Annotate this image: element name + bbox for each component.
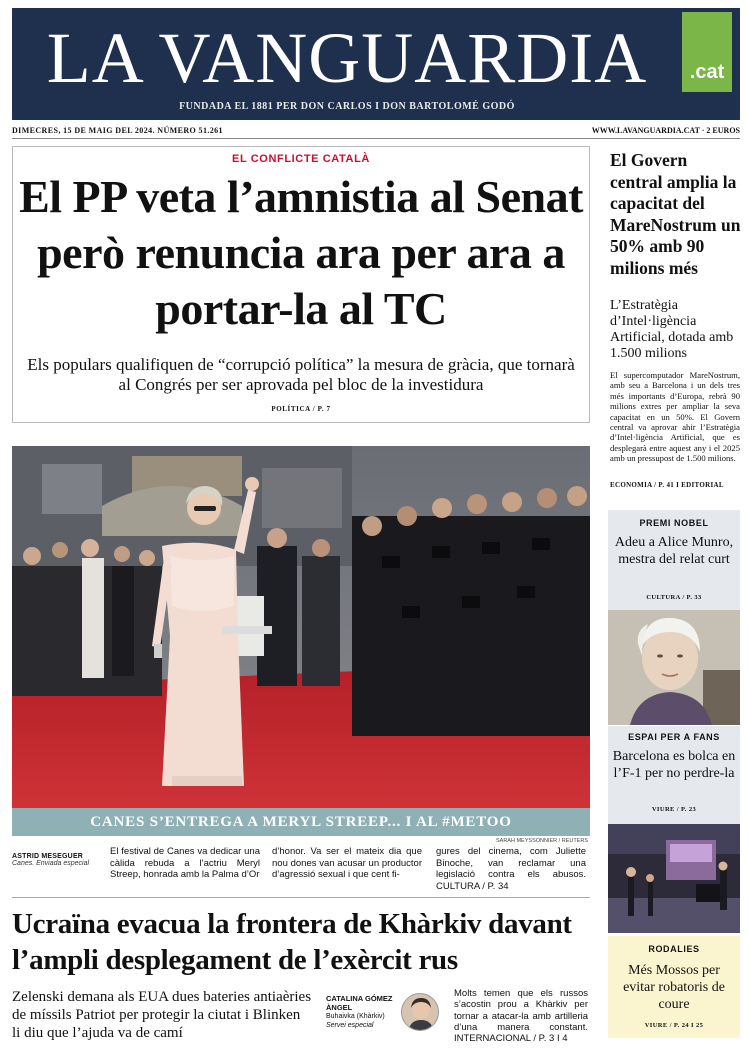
- promo-kicker: ESPAI PER A FANS: [628, 732, 720, 742]
- promo-page-ref: VIURE / P. 23: [651, 806, 697, 813]
- lead-story: [12, 146, 590, 423]
- promo-f1[interactable]: [608, 726, 740, 933]
- side-body: El supercomputador MareNostrum, amb seu a Barcelona i un dels tres més importants d’Europa, rebrà 90 milions extres per ampliar la seva capacitat en un 50%. El Govern central va aprovar ahir l’Estratègia d’Intel·ligència Artificial, que es desplegarà entre aquest any i el 2025 amb un pressupost de 1.500 milions.: [610, 370, 740, 464]
- masthead-subtitle: FUNDADA EL 1881 PER DON CARLOS I DON BARTOLOMÉ GODÓ: [179, 101, 515, 112]
- dateline: DIMECRES, 15 DE MAIG DEL 2024. NÚMERO 51.261: [12, 126, 223, 135]
- lead-page-ref: POLÍTICA / P. 7: [271, 405, 331, 413]
- byline-name: ASTRID MESEGUER: [12, 853, 84, 860]
- promo-headline: Adeu a Alice Munro, mestra del relat curt: [614, 535, 734, 567]
- portrait-photo: [608, 610, 740, 725]
- ukraine-headline[interactable]: Ucraïna evacua la frontera de Khàrkiv davant l’ampli desplegament de l’exèrcit rus: [12, 908, 572, 976]
- byline-role: Canes. Enviada especial: [12, 860, 90, 867]
- ukraine-deck: Zelenski demana als EUA dues bateries antiaèries de míssils Patriot per protegir la ciutat i Blinken li diu que l’ajuda va de camí: [12, 989, 312, 1041]
- f1-fan-zone-photo: [608, 824, 740, 933]
- side-headline[interactable]: El Govern central amplia la capacitat del MareNostrum un 50% amb 90 milions més: [610, 150, 741, 278]
- cat-badge: [682, 12, 732, 92]
- cannes-text-col-1: El festival de Canes va dedicar una càlida rebuda a l’actriu Meryl Streep, honrada amb la Palma d’Or: [110, 846, 260, 880]
- promo-page-ref: CULTURA / P. 33: [646, 594, 702, 601]
- promo-page-ref: VIURE / P. 24 I 25: [644, 1022, 704, 1029]
- byline-cannes: [12, 853, 104, 867]
- byline-location: Buhaivka (Khàrkiv): [326, 1013, 385, 1020]
- masthead-title: LA VANGUARDIA: [46, 18, 648, 98]
- cannes-text-col-3: gures del cinema, com Juliette Binoche, van reclamar una legislació contra els abusos. CULTURA / P. 34: [436, 846, 586, 892]
- side-page-ref: ECONOMIA / P. 41 I EDITORIAL: [610, 481, 724, 489]
- cannes-text-col-2: d’honor. Va ser el mateix dia que nou dones van acusar un productor d’agressió sexual i que cent fi-: [272, 846, 422, 880]
- cat-badge-text: .cat: [689, 61, 725, 83]
- byline-name: CATALINA GÓMEZ ÀNGEL: [326, 994, 393, 1012]
- promo-rodalies[interactable]: [608, 936, 740, 1038]
- photo-caption-bar: [12, 808, 590, 836]
- lead-deck: Els populars qualifiquen de “corrupció política” la mesura de gràcia, que tornarà al Congrés per ser aprovada pel bloc de la investidura: [27, 355, 575, 394]
- photo-credit: SARAH MEYSSONNIER / REUTERS: [496, 838, 588, 844]
- promo-nobel[interactable]: [608, 510, 740, 725]
- ukraine-body: Molts temen que els russos s’acostin prou a Khàrkiv per tornar a atacar-la amb artilleria d’una manera constant. INTERNACIONAL / P. 3 I 4: [454, 988, 588, 1045]
- web-price: WWW.LAVANGUARDIA.CAT · 2 EUROS: [591, 126, 740, 135]
- masthead: [12, 8, 740, 120]
- lead-headline[interactable]: El PP veta l’amnistia al Senat però renuncia ara per ara a portar-la al TC: [19, 171, 583, 334]
- byline-role: Servei especial: [326, 1022, 374, 1029]
- photo-caption: CANES S’ENTREGA A MERYL STREEP... I AL #METOO: [90, 814, 512, 830]
- top-divider: [12, 138, 740, 139]
- lead-kicker: EL CONFLICTE CATALÀ: [232, 153, 370, 165]
- promo-headline: Barcelona es bolca en l’F-1 per no perdre-la: [612, 749, 736, 781]
- red-carpet-photo[interactable]: [12, 446, 590, 836]
- avatar: [401, 993, 439, 1031]
- side-deck: L’Estratègia d’Intel·ligència Artificial, dotada amb 1.500 milions: [610, 298, 734, 361]
- promo-headline: Més Mossos per evitar robatoris de coure: [623, 963, 725, 1012]
- section-divider: [12, 897, 590, 898]
- promo-kicker: RODALIES: [648, 944, 700, 954]
- promo-kicker: PREMI NOBEL: [639, 518, 709, 528]
